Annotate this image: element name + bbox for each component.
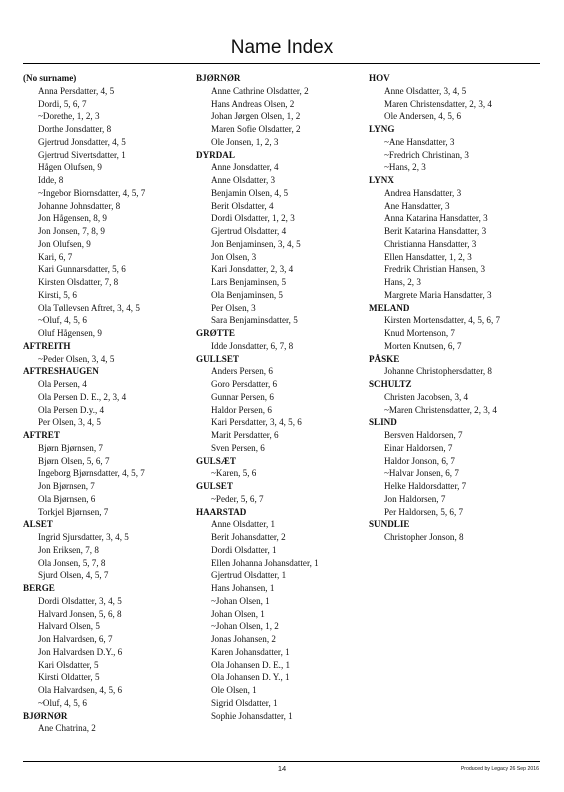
name-entry: Per Haldorsen, 5, 6, 7 bbox=[384, 506, 464, 517]
footer-credit: Produced by Legacy 26 Sep 2016 bbox=[460, 766, 539, 772]
name-entry: Anna Persdatter, 4, 5 bbox=[38, 85, 115, 96]
surname-heading: GRØTTE bbox=[196, 328, 235, 338]
name-entry: Einar Haldorsen, 7 bbox=[384, 442, 453, 453]
name-entry: Hans Johansen, 1 bbox=[211, 583, 275, 593]
name-entry: Kirsti Oldatter, 5 bbox=[38, 672, 100, 683]
name-entry: ~Johan Olsen, 1 bbox=[211, 595, 270, 606]
name-entry: Per Olsen, 3, 4, 5 bbox=[38, 417, 101, 428]
name-entry: Ola Persen, 4 bbox=[38, 379, 87, 389]
name-entry: Jon Halvardsen D.Y., 6 bbox=[38, 646, 123, 657]
surname-heading: DYRDAL bbox=[196, 149, 235, 160]
name-entry: Bjørn Olsen, 5, 6, 7 bbox=[38, 455, 110, 466]
name-entry: Karen Johansdatter, 1 bbox=[211, 646, 290, 657]
name-entry: ~Oluf, 4, 5, 6 bbox=[38, 315, 87, 326]
name-entry: Bersven Haldorsen, 7 bbox=[384, 430, 463, 440]
name-entry: Christianna Hansdatter, 3 bbox=[384, 238, 477, 249]
surname-heading: BJØRNØR bbox=[196, 73, 241, 83]
name-entry: Hans Andreas Olsen, 2 bbox=[211, 98, 295, 109]
surname-heading: PÅSKE bbox=[369, 353, 400, 364]
name-entry: Gjertrud Olsdatter, 1 bbox=[211, 570, 287, 581]
name-entry: Bjørn Bjørnsen, 7 bbox=[38, 442, 103, 453]
surname-heading: HOV bbox=[369, 73, 390, 83]
page-number: 14 bbox=[277, 764, 287, 773]
name-entry: Jon Halvardsen, 6, 7 bbox=[38, 634, 113, 644]
name-entry: Gjertrud Olsdatter, 4 bbox=[211, 226, 287, 236]
name-entry: Helke Haldorsdatter, 7 bbox=[384, 481, 467, 491]
name-entry: Berit Olsdatter, 4 bbox=[211, 200, 274, 211]
name-entry: Sophie Johansdatter, 1 bbox=[211, 710, 293, 721]
name-entry: Ole Olsen, 1 bbox=[211, 685, 257, 695]
name-entry: Jon Bjørnsen, 7 bbox=[38, 481, 95, 491]
surname-heading: MELAND bbox=[369, 302, 410, 313]
name-entry: Haldor Persen, 6 bbox=[211, 404, 272, 415]
name-entry: Per Olsen, 3 bbox=[211, 302, 256, 313]
name-entry: Sjurd Olsen, 4, 5, 7 bbox=[38, 570, 109, 581]
name-entry: Ola Halvardsen, 4, 5, 6 bbox=[38, 685, 123, 695]
name-entry: Dordi Olsdatter, 1, 2, 3 bbox=[211, 213, 295, 224]
surname-heading: SUNDLIE bbox=[369, 519, 410, 530]
name-entry: ~Oluf, 4, 5, 6 bbox=[38, 697, 87, 708]
name-entry: Ola Bjørnsen, 6 bbox=[38, 493, 96, 504]
name-entry: Anne Olsdatter, 3 bbox=[211, 175, 276, 185]
name-entry: ~Ane Hansdatter, 3 bbox=[384, 136, 455, 147]
name-entry: Ola Benjaminsen, 5 bbox=[211, 289, 283, 300]
page-title: Name Index bbox=[230, 37, 334, 58]
name-entry: Anders Persen, 6 bbox=[211, 366, 273, 377]
name-entry: Johanne Christophersdatter, 8 bbox=[384, 366, 492, 377]
name-entry: Ola Tøllevsen Aftret, 3, 4, 5 bbox=[38, 302, 140, 313]
name-entry: Ole Andersen, 4, 5, 6 bbox=[384, 111, 462, 122]
name-entry: Jon Haldorsen, 7 bbox=[384, 493, 446, 504]
name-entry: ~Halvar Jonsen, 6, 7 bbox=[384, 468, 459, 479]
name-entry: Jon Benjaminsen, 3, 4, 5 bbox=[211, 238, 301, 249]
index-column-1 bbox=[23, 72, 193, 735]
surname-heading: GULSET bbox=[196, 481, 233, 491]
name-entry: Anne Olsdatter, 1 bbox=[211, 519, 276, 530]
name-entry: ~Ingebor Biornsdatter, 4, 5, 7 bbox=[38, 187, 146, 198]
name-entry: Ola Johansen D. Y., 1 bbox=[211, 672, 290, 683]
name-entry: Halvard Jonsen, 5, 6, 8 bbox=[38, 608, 122, 619]
name-entry: Maren Sofie Olsdatter, 2 bbox=[211, 124, 301, 134]
surname-heading: AFTREITH bbox=[23, 340, 71, 351]
name-entry: Anne Olsdatter, 3, 4, 5 bbox=[384, 85, 467, 96]
name-entry: Kirsten Mortensdatter, 4, 5, 6, 7 bbox=[384, 315, 501, 326]
name-entry: Kari Gunnarsdatter, 5, 6 bbox=[38, 264, 126, 275]
surname-heading: GULLSET bbox=[196, 353, 239, 364]
name-entry: Jon Hågensen, 8, 9 bbox=[38, 213, 107, 224]
name-entry: Benjamin Olsen, 4, 5 bbox=[211, 187, 289, 198]
name-entry: ~Johan Olsen, 1, 2 bbox=[211, 621, 279, 632]
name-entry: Johan Jørgen Olsen, 1, 2 bbox=[211, 111, 301, 122]
name-entry: Halvard Olsen, 5 bbox=[38, 621, 100, 632]
name-entry: ~Fredrich Christinan, 3 bbox=[384, 149, 469, 160]
name-entry: Gunnar Persen, 6 bbox=[211, 391, 274, 402]
name-entry: Kari, 6, 7 bbox=[38, 251, 73, 262]
name-entry: Ingrid Sjursdatter, 3, 4, 5 bbox=[38, 532, 129, 542]
name-entry: ~Dorethe, 1, 2, 3 bbox=[38, 111, 100, 122]
name-entry: Anne Cathrine Olsdatter, 2 bbox=[211, 85, 309, 96]
name-entry: Ole Jonsen, 1, 2, 3 bbox=[211, 136, 279, 147]
surname-heading: SLIND bbox=[369, 417, 397, 428]
name-entry: Ingeborg Bjørnsdatter, 4, 5, 7 bbox=[38, 468, 145, 479]
name-entry: Dorthe Jonsdatter, 8 bbox=[38, 124, 112, 134]
name-entry: Oluf Hågensen, 9 bbox=[38, 328, 102, 338]
name-entry: Ane Chatrina, 2 bbox=[38, 723, 96, 734]
index-column-2 bbox=[196, 72, 368, 722]
header-rule bbox=[23, 63, 540, 64]
name-entry: Ola Jonsen, 5, 7, 8 bbox=[38, 557, 106, 568]
name-entry: Sigrid Olsdatter, 1 bbox=[211, 697, 278, 708]
surname-heading: LYNG bbox=[369, 124, 395, 134]
surname-heading: AFTRET bbox=[23, 430, 60, 440]
name-entry: Marit Persdatter, 6 bbox=[211, 430, 279, 440]
name-entry: Jon Olufsen, 9 bbox=[38, 238, 91, 249]
name-entry: Sven Persen, 6 bbox=[211, 442, 265, 453]
name-entry: Ola Persen D. E., 2, 3, 4 bbox=[38, 391, 127, 402]
surname-heading: GULSÆT bbox=[196, 455, 236, 466]
surname-heading: BJØRNØR bbox=[23, 710, 68, 721]
name-entry: Anna Katarina Hansdatter, 3 bbox=[384, 213, 488, 224]
surname-heading: SCHULTZ bbox=[369, 379, 412, 389]
surname-heading: ALSET bbox=[23, 519, 53, 530]
name-entry: Kari Olsdatter, 5 bbox=[38, 659, 99, 670]
name-entry: Berit Katarina Hansdatter, 3 bbox=[384, 226, 487, 236]
name-entry: Lars Benjaminsen, 5 bbox=[211, 277, 287, 287]
index-column-3 bbox=[369, 72, 544, 544]
surname-heading: (No surname) bbox=[23, 73, 77, 83]
name-entry: Christopher Jonson, 8 bbox=[384, 532, 464, 542]
surname-heading: LYNX bbox=[369, 175, 394, 185]
name-entry: Ane Hansdatter, 3 bbox=[384, 200, 450, 211]
surname-heading: AFTRESHAUGEN bbox=[23, 366, 99, 377]
name-entry: Johan Olsen, 1 bbox=[211, 608, 265, 619]
name-entry: ~Peder Olsen, 3, 4, 5 bbox=[38, 353, 115, 364]
name-entry: Ellen Johanna Johansdatter, 1 bbox=[211, 557, 319, 568]
name-entry: Jon Eriksen, 7, 8 bbox=[38, 544, 99, 555]
name-entry: Torkjel Bjørnsen, 7 bbox=[38, 506, 109, 517]
name-entry: Maren Christensdatter, 2, 3, 4 bbox=[384, 98, 492, 109]
name-entry: Johanne Johnsdatter, 8 bbox=[38, 200, 121, 211]
name-entry: Anne Jonsdatter, 4 bbox=[211, 162, 279, 173]
name-entry: Christen Jacobsen, 3, 4 bbox=[384, 391, 469, 402]
name-entry: Idde, 8 bbox=[38, 175, 64, 185]
name-entry: ~Maren Christensdatter, 2, 3, 4 bbox=[384, 404, 497, 415]
footer-rule bbox=[23, 761, 540, 762]
name-entry: ~Peder, 5, 6, 7 bbox=[211, 493, 264, 504]
name-entry: Dordi Olsdatter, 1 bbox=[211, 544, 277, 555]
name-entry: Idde Jonsdatter, 6, 7, 8 bbox=[211, 340, 294, 351]
name-entry: Jon Olsen, 3 bbox=[211, 251, 257, 262]
name-entry: Ola Johansen D. E., 1 bbox=[211, 659, 291, 670]
name-entry: Haldor Jonson, 6, 7 bbox=[384, 455, 455, 466]
surname-heading: HAARSTAD bbox=[196, 506, 247, 517]
name-entry: Kirsten Olsdatter, 7, 8 bbox=[38, 277, 119, 287]
name-entry: Dordi, 5, 6, 7 bbox=[38, 98, 87, 109]
name-entry: Kari Persdatter, 3, 4, 5, 6 bbox=[211, 417, 302, 428]
name-entry: Jonas Johansen, 2 bbox=[211, 634, 276, 644]
name-entry: Sara Benjaminsdatter, 5 bbox=[211, 315, 298, 326]
name-entry: Jon Jonsen, 7, 8, 9 bbox=[38, 226, 105, 236]
name-entry: Kirsti, 5, 6 bbox=[38, 289, 77, 300]
name-entry: Hågen Olufsen, 9 bbox=[38, 162, 102, 173]
name-entry: Kari Jonsdatter, 2, 3, 4 bbox=[211, 264, 294, 275]
surname-heading: BERGE bbox=[23, 583, 55, 593]
name-entry: ~Karen, 5, 6 bbox=[211, 468, 257, 479]
name-entry: Knud Mortenson, 7 bbox=[384, 328, 455, 338]
name-entry: Margrete Maria Hansdatter, 3 bbox=[384, 289, 492, 300]
name-entry: Goro Persdatter, 6 bbox=[211, 379, 278, 389]
name-entry: Ola Persen D.y., 4 bbox=[38, 404, 105, 415]
name-entry: Dordi Olsdatter, 3, 4, 5 bbox=[38, 595, 122, 606]
name-entry: Morten Knutsen, 6, 7 bbox=[384, 340, 462, 351]
name-entry: Ellen Hansdatter, 1, 2, 3 bbox=[384, 251, 472, 262]
name-entry: Andrea Hansdatter, 3 bbox=[384, 187, 462, 198]
name-entry: Gjertrud Jonsdatter, 4, 5 bbox=[38, 136, 126, 147]
name-entry: Berit Johansdatter, 2 bbox=[211, 532, 286, 542]
name-entry: Gjertrud Sivertsdatter, 1 bbox=[38, 149, 126, 160]
name-entry: Fredrik Christian Hansen, 3 bbox=[384, 264, 486, 275]
name-entry: Hans, 2, 3 bbox=[384, 277, 421, 287]
name-entry: ~Hans, 2, 3 bbox=[384, 162, 426, 173]
